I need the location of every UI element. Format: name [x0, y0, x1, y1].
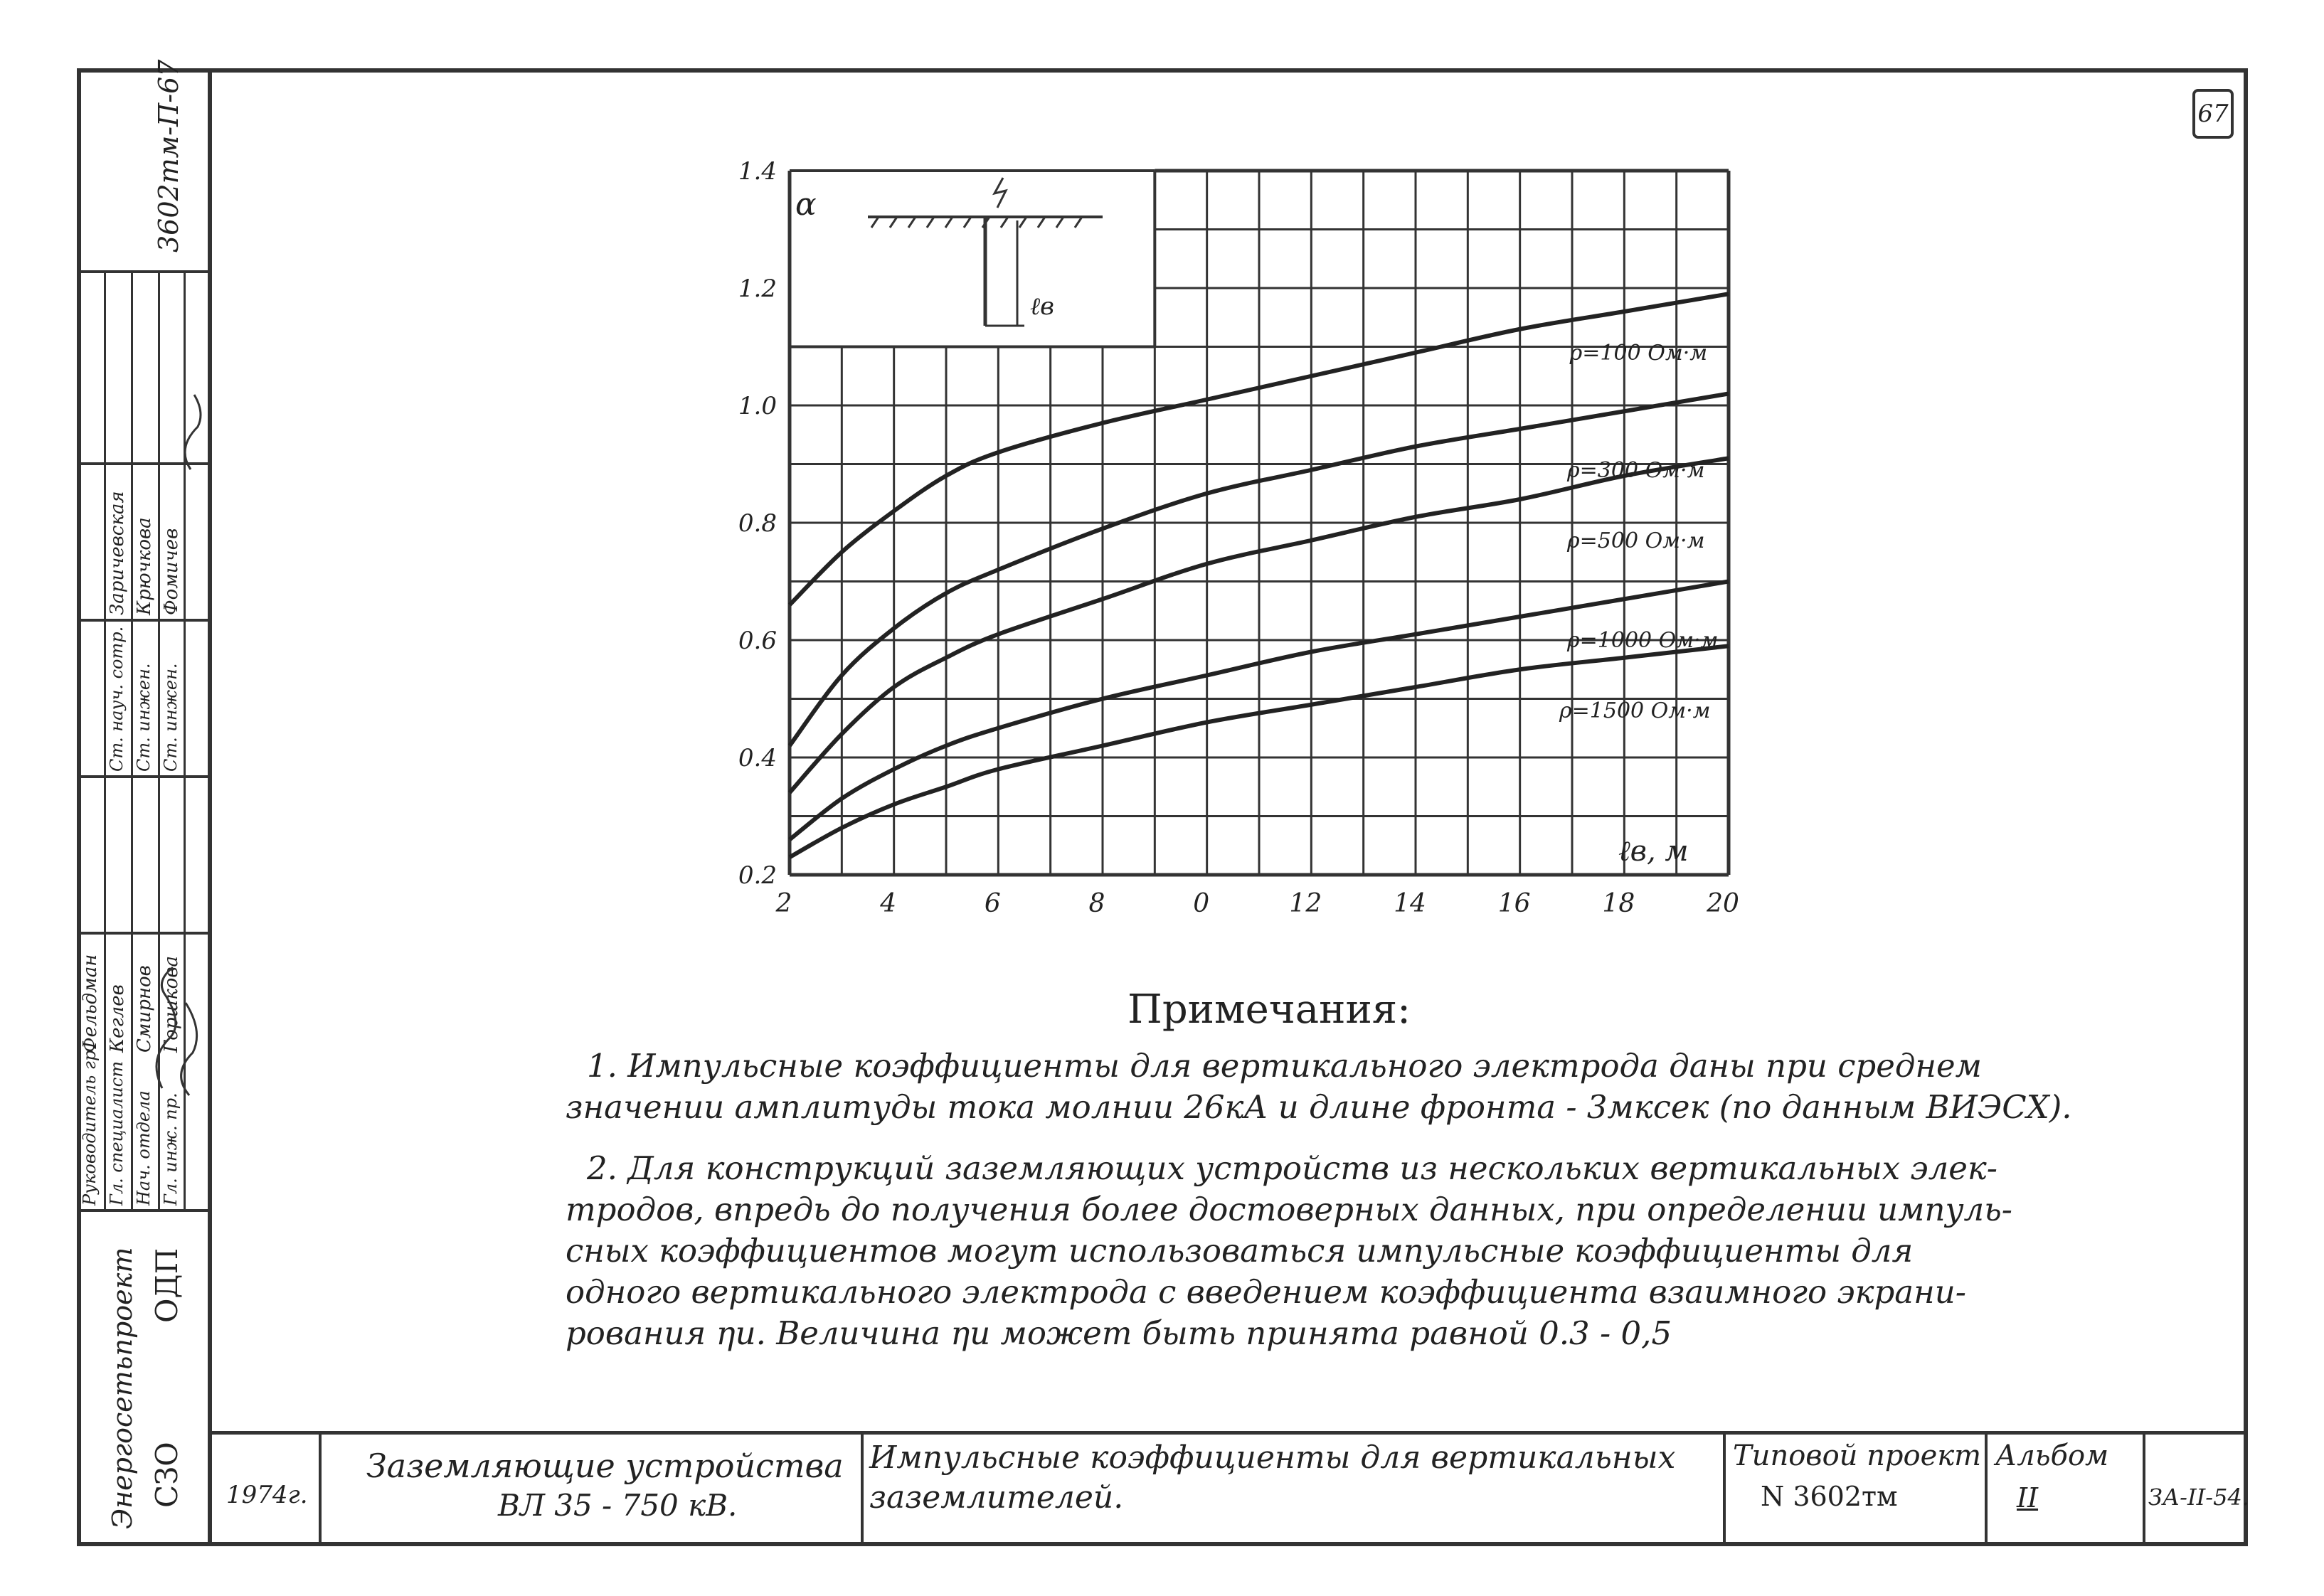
x-tick-label: 0 [1193, 889, 1210, 918]
y-tick-label: 0.6 [738, 627, 777, 655]
x-tick-label: 20 [1707, 889, 1739, 918]
x-axis-label: ℓв, м [1618, 835, 1689, 868]
page-number: 67 [2192, 89, 2234, 139]
role-3: Нач. отдела [134, 1090, 154, 1206]
note-2-line-1: 2. Для конструкций заземляющих устройств из нескольких вертикальных элек- [587, 1149, 1997, 1187]
series-label: ρ=300 Ом·м [1567, 457, 1705, 483]
ground-hatch [927, 217, 934, 228]
sheet-code: ЗА-II-54. [2148, 1484, 2249, 1511]
x-tick-label: 14 [1394, 889, 1426, 918]
project-line-2: N 3602тм [1761, 1481, 1898, 1512]
electrode-inset-diagram [868, 178, 1103, 326]
x-tick-label: 2 [775, 889, 792, 918]
role-7: Ст. инжен. [161, 663, 181, 772]
x-tick-label: 8 [1088, 889, 1105, 918]
y-tick-label: 1.2 [738, 275, 777, 303]
note-1-line-2: значении амплитуды тока молнии 26кА и длине фронта - 3мксек (по данным ВИЭСХ). [566, 1088, 2072, 1126]
x-tick-label: 12 [1289, 889, 1322, 918]
series-label: ρ=500 Ом·м [1567, 528, 1705, 553]
name-4: Горшкова [161, 956, 182, 1053]
role-4: Гл. инж. пр. [161, 1092, 181, 1206]
name-2: Кеглев [107, 984, 128, 1053]
note-2-line-5: рования ηи. Величина ηи может быть принята равной 0.3 - 0,5 [566, 1314, 1672, 1352]
y-tick-label: 0.2 [738, 861, 777, 890]
ground-hatch [908, 217, 916, 228]
album-line-2: II [2017, 1482, 2039, 1513]
notes-heading: Примечания: [1127, 986, 1411, 1033]
note-2-line-2: тродов, впредь до получения более достоверных данных, при определении импуль- [566, 1191, 2012, 1228]
x-tick-label: 4 [880, 889, 897, 918]
signature-scribbles [77, 270, 212, 1209]
y-axis-label: α [795, 186, 817, 223]
series-label: ρ=1000 Ом·м [1567, 628, 1719, 653]
name-7: Фомичев [161, 528, 182, 615]
org-code: СЗО [149, 1442, 184, 1508]
impulse-coefficient-chart [704, 149, 1757, 925]
chart-grid [790, 171, 1729, 875]
y-tick-label: 1.0 [738, 392, 777, 420]
x-tick-label: 6 [984, 889, 1001, 918]
album-line-1: Альбом [1995, 1440, 2109, 1472]
note-1-line-1: 1. Импульсные коэффициенты для вертикального электрода даны при среднем [587, 1047, 1982, 1085]
name-1: Фельдман [80, 954, 101, 1053]
ground-hatch [945, 217, 953, 228]
ground-hatch [1001, 217, 1008, 228]
ground-hatch [1019, 217, 1026, 228]
sheet-title-line-2: заземлителей. [869, 1479, 1124, 1516]
x-tick-label: 18 [1602, 889, 1635, 918]
project-line-1: Типовой проект [1733, 1440, 1982, 1472]
dept-code: ОДП [149, 1247, 184, 1323]
note-2-line-3: сных коэффициентов могут использоваться импульсные коэффициенты для [566, 1232, 1914, 1270]
series-label: ρ=100 Ом·м [1569, 340, 1708, 366]
role-1: Руководитель гр. [80, 1045, 100, 1206]
name-6: Крючкова [134, 517, 155, 615]
y-tick-label: 0.4 [738, 744, 777, 772]
y-tick-label: 0.8 [738, 509, 777, 538]
role-5: Ст. науч. сотр. [107, 626, 127, 772]
name-5: Заричевская [107, 491, 128, 615]
inset-electrode-label: ℓв [1030, 292, 1054, 321]
institute-name: Энергосетьпроект [107, 1247, 138, 1529]
ground-hatch [1075, 217, 1082, 228]
x-tick-label: 16 [1497, 889, 1531, 918]
note-2-line-4: одного вертикального электрода с введением коэффициента взаимного экрани- [566, 1273, 1966, 1311]
role-2: Гл. специалист [107, 1061, 127, 1206]
ground-hatch [890, 217, 897, 228]
doc-code: 3602тм-П-67 [153, 59, 184, 252]
ground-hatch [964, 217, 971, 228]
name-3: Смирнов [134, 965, 155, 1053]
sheet-title-line-1: Импульсные коэффициенты для вертикальных [869, 1440, 1676, 1476]
subject-line-1: Заземляющие устройства [366, 1447, 844, 1485]
ground-hatch [1056, 217, 1063, 228]
role-6: Ст. инжен. [134, 663, 154, 772]
year: 1974г. [226, 1481, 308, 1509]
series-label: ρ=1500 Ом·м [1559, 698, 1711, 723]
subject-line-2: ВЛ 35 - 750 кВ. [498, 1488, 738, 1523]
y-tick-label: 1.4 [738, 157, 777, 186]
ground-hatch [871, 217, 879, 228]
ground-hatch [1038, 217, 1045, 228]
lightning-icon [994, 178, 1006, 208]
